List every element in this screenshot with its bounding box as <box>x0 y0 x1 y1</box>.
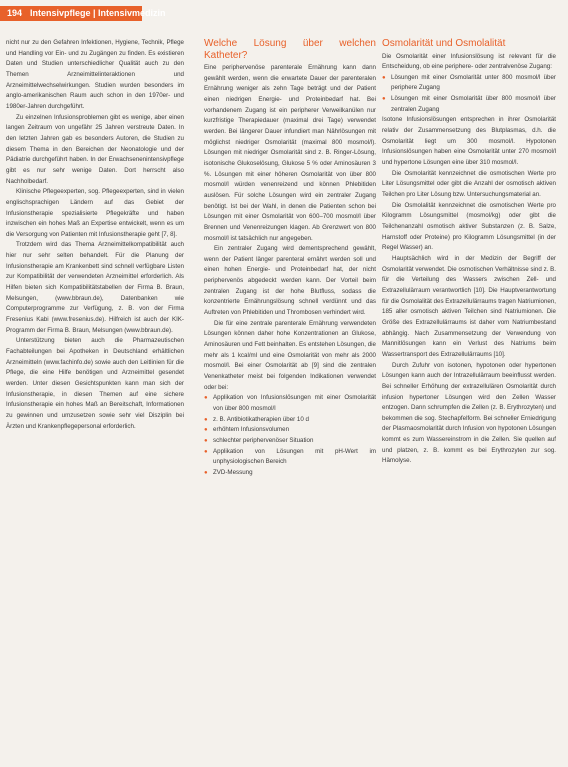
paragraph: Trotzdem wird das Thema Arzneimittelkompatibilität auch hier nur sehr selten behandelt. Für die Planung der Infusionstherapie am Krankenbett sind schnell verfügbare Listen zur Kompatibilität der verwendeten Arzneimittel erforderlich. Als Hilfen bieten sich Kompatibilitätstabellen der Firma B. Braun, Melsungen, (www.bbraun.de), Datenbanken wie Computerprogramme zur Verfügung, z. B. von der Firma Fresenius Kabi (www.fresenius.de). Hilfreich ist auch der KIK-Programm der Firma B. Braun, Melsungen (www.bbraun.de). <box>6 241 184 334</box>
list-item: ● erhöhtem Infusionsvolumen <box>204 425 376 436</box>
paragraph: Zu einzelnen Infusionsproblemen gibt es wenige, aber einen langen Zeitraum von ungefähr 25 Jahren verstreute Daten. In den letzten Jahren gab es besonders Autoren, die Studien zu diesem Thema in den Bereichen der Neonatologie und der Pädiatrie durchgeführt haben. In der Erwachsenenintensivpflege gibt es nur sehr wenige Daten. Dort herrscht also Nachholbedarf. <box>6 113 184 185</box>
list-item: ● schlechter periphervenöser Situation <box>204 436 376 447</box>
list-item: ● Applikation von Lösungen mit pH-Wert im unphysiologischen Bereich <box>204 447 376 468</box>
section-heading: Osmolarität und Osmolalität <box>382 38 506 49</box>
column-1 <box>6 38 184 432</box>
running-head: Intensivpflege | Intensivmedizin <box>30 8 166 18</box>
paragraph: Eine periphervenöse parenterale Ernährung kann dann gewählt werden, wenn die erwartete Dauer der parenteralen Ernährung weniger als zehn Tage beträgt und der Patient einen niedrigen Energie- und Proteinbedarf hat. Bei vorhandenem Zugang ist ein peripherer Verweilkanülen nur kurzfristige Therapiedauer (maximal drei Tage) verwendet werden. Bei längerer Dauer infundiert man Nährlösungen mit möglichst niedriger Osmolarität (maximal 800 mosmol/l). Lösungen mit niedriger Osmolarität sind z. B. Ringer-Lösung, isotonische Glukoselösung, Glukose 5 % oder Aminosäuren 3 %. Lösungen mit einer höheren Osmolarität von über 800 mosmol/l würden venenreizend und können Phlebitiden auslösen. Für solche Lösungen wird ein zentraler Zugang benötigt. Ist bei der Wahl, in denen die Patienten schon bei Lösungen mit einer Osmolarität von 600–700 mosmol/l über Brennen und Venenreizungen klagen. Ab Grenzwert von 800 mosmol/l ist tatsächlich nur angegeben. <box>204 64 376 242</box>
bullet-list <box>382 73 556 116</box>
paragraph: Hauptsächlich wird in der Medizin der Begriff der Osmolarität verwendet. Die osmotischen Verhältnisse sind z. B. für die Verteilung des Wassers zwischen Zell- und Extrazellulärraum verantwortlich [10]. Die Hauptverantwortung für die Osmolalität des Extrazellulärraums tragen Natriumionen, 185 aller osmotisch aktiven Teilchen sind Natriumionen. Die Größe des Extrazellulärraums ist daher vom Natriumbestand abhängig. Nach Zusammensetzung der Verwendung von Mannitlösungen kann ein Verlust des Natriums beim Wassertransport des Extrazellulärraums [10]. <box>382 254 557 358</box>
paragraph: Isotone Infusionslösungen entsprechen in ihrer Osmolarität relativ der Zusammensetzung des Blutplasmas, d.h. die Osmolarität liegt um 300 mosmol/l. Hypotonen Infusionslösungen haben eine Osmolarität unter 270 mosmol/l und hypertone Lösungen eine über 310 mosmol/l. <box>382 116 556 167</box>
bullet-list <box>204 393 376 478</box>
page-number: 194 <box>7 8 23 18</box>
list-item: ● z. B. Antibiotikatherapien über 10 d <box>204 415 376 426</box>
page-header <box>0 0 568 26</box>
paragraph: nicht nur zu den Gefahren Infektionen, Hygiene, Technik, Pflege und Handling vor Ein- und zu Zugängen zu finden. Es existieren Daten und Studien unterschiedlicher Qualität auch zu den Themen Arzneimittelinteraktionen und Arzneimittelwechselwirkungen. Studien wurden besonders im anglo-amerikanischen Raum auch schon in den 1970er- und 1980er-Jahren durchgeführt. <box>6 39 184 110</box>
section-heading: Welche Lösung über welchen Katheter? <box>204 38 376 61</box>
list-item: ● Lösungen mit einer Osmolarität unter 800 mosmol/l über periphere Zugang <box>382 73 556 94</box>
paragraph: Klinische Pflegeexperten, sog. Pflegeexperten, sind in vielen englischsprachigen Ländern auf das Gebiet der Infusionstherapie spezialisierte Pflegekräfte und haben inzwischen ein hohes Maß an Expertise entwickelt, wenn es um die Versorgung von Patienten mit Infusionstherapie geht [7, 8]. <box>6 188 184 238</box>
column-3 <box>382 38 556 467</box>
paragraph: Durch Zufuhr von isotonen, hypotonen oder hypertonen Lösungen kann auch der Intrazellulärraum beeinflusst werden. Bei schneller Erhöhung der extrazellulären Osmolarität durch infusion hypertoner Lösungen wird den Zellen Wasser entzogen. Dann schrumpfen die Zellen (z. B. Erythrozyten) und bekommen die sog. Stechapfelform. Bei schneller Erniedrigung der Plasmaosmolarität durch Infusion von hypotonen Lösungen kommt es zum Wassereinstrom in die Zellen. Sie quellen auf und platzen, z. B. kommt es bei Erythrozyten zur sog. Hämolyse. <box>382 361 556 465</box>
paragraph: Die für eine zentrale parenterale Ernährung verwendeten Lösungen können daher hohe Konzentrationen an Glukose, Aminosäuren und Fett beinhalten. Es entstehen Lösungen, die mehr als 1 kcal/ml und eine Osmolarität von mehr als 2000 mosmol/l. Bei einer Osmolarität ab [9] sind die zentralen Venenkatheter meist bei folgenden Indikationen verwendet oder bei: <box>204 319 376 391</box>
paragraph: Ein zentraler Zugang wird dementsprechend gewählt, wenn der Patient länger parenteral ernährt werden soll und einen hohen Energie- und Proteinbedarf hat, der nicht periphervenös abgedeckt werden kann. Der Vorteil beim zentralen Zugang ist der hohe Blutfluss, sodass die konzentrierte Ernährungslösung schnell verdünnt und das Auftreten von Phlebitiden und Thrombosen verhindert wird. <box>204 245 376 317</box>
paragraph: Die Osmolarität kennzeichnet die osmotischen Werte pro Liter Lösungsmittel oder gibt die Anzahl der osmotisch aktiven Teilchen pro Liter Lösung bzw. Untersuchungsmaterial an. <box>382 169 556 199</box>
paragraph: Unterstützung bieten auch die Pharmazeutischen Fachabteilungen bei Apotheken in Deutschland erhältlichen Arzneimitteln (www.fachinfo.de) sowie auch den Leitlinien für die Pflege, die eine Hilfe benötigen und Arzneimittel gesendet werden. Unter diesen Gesichtspunkten kann man sich der Infusionstherapie, in diesen Themen auf eine sichere Infusionstherapie ein hohes Maß an Bereitschaft, Informationen zu gewinnen und umzusetzen sowie sehr viel Disziplin bei Ärzten und Krankenpflegepersonal erforderlich. <box>6 337 184 430</box>
list-item: ● ZVD-Messung <box>204 468 376 479</box>
list-item: ● Lösungen mit einer Osmolarität über 800 mosmol/l über zentralen Zugang <box>382 94 556 115</box>
paragraph: Die Osmolarität einer Infusionslösung ist relevant für die Entscheidung, ob eine periphere- oder zentralvenöse Zugang: <box>382 52 556 71</box>
paragraph: Die Osmolalität kennzeichnet die osmotischen Werte pro Kilogramm Lösungsmittel (mosmol/kg) oder gibt die Teilchenanzahl osmotisch aktiver Substanzen (z. B. Salze, Harnstoff oder Proteine) pro Kilogramm Lösungsmittel (in der Regel Wasser) an. <box>382 201 556 252</box>
column-2 <box>204 38 376 479</box>
list-item: ● Applikation von Infusionslösungen mit einer Osmolarität von über 800 mosmol/l <box>204 393 376 414</box>
